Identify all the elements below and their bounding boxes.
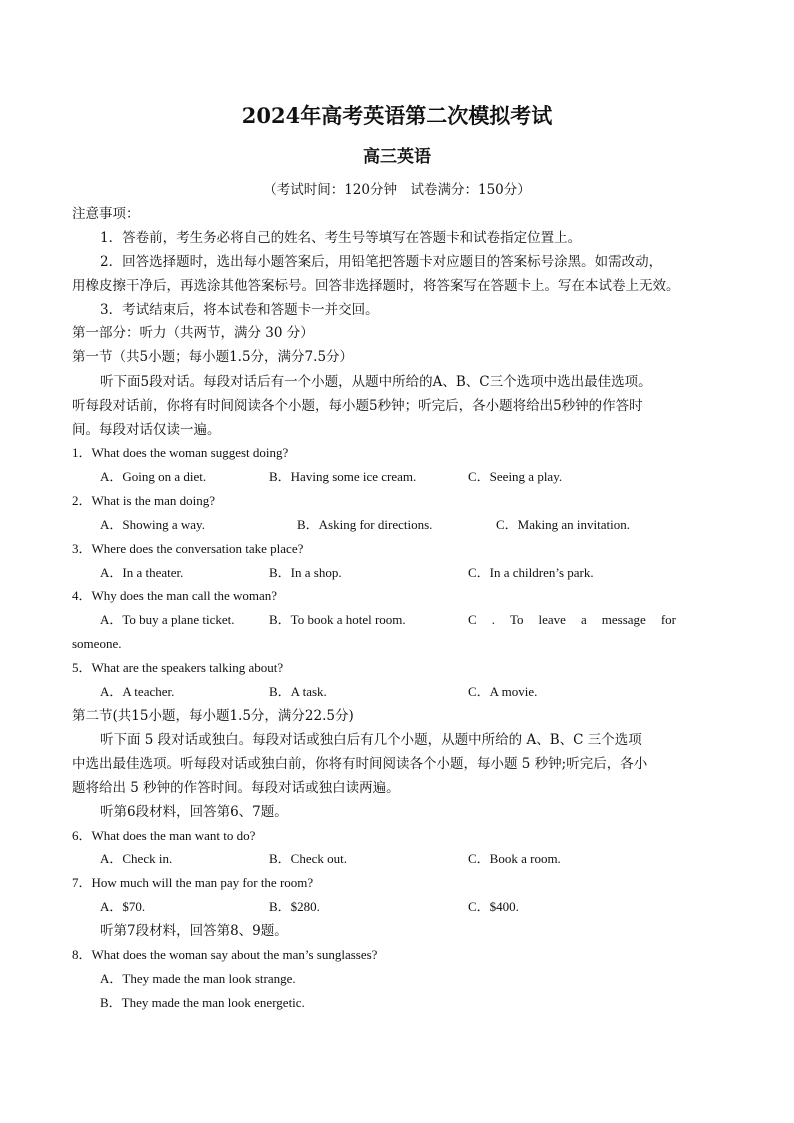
- note-3: 3．考试结束后，将本试卷和答题卡一并交回。: [100, 302, 379, 318]
- question-1-option-b: B．Having some ice cream.: [269, 469, 417, 484]
- question-4-option-c-word: leave: [538, 612, 566, 627]
- section1-heading: 第一节（共5小题；每小题1.5分，满分7.5分）: [72, 349, 354, 365]
- section1-intro-line-2: 听每段对话前，你将有时间阅读各个小题，每小题5秒钟；听完后，各小题将给出5秒钟的作答时: [72, 398, 643, 414]
- material-7-instruction: 听第7段材料，回答第8、9题。: [100, 923, 288, 939]
- question-4-stem: 4．Why does the man call the woman?: [72, 588, 278, 603]
- question-4-option-c-word: To: [509, 612, 524, 627]
- question-3-stem: 3．Where does the conversation take place?: [72, 541, 304, 556]
- question-7-option-a: A．$70.: [100, 899, 146, 914]
- question-1-stem: 1．What does the woman suggest doing?: [72, 445, 289, 460]
- question-1-option-c: C．Seeing a play.: [468, 469, 563, 484]
- note-2-line-1: 2．回答选择题时，选出每小题答案后，用铅笔把答题卡对应题目的答案标号涂黑。如需改动，: [100, 254, 663, 270]
- material-6-instruction: 听第6段材料，回答第6、7题。: [100, 804, 288, 820]
- section2-heading: 第二节(共15小题，每小题1.5分，满分22.5分): [72, 708, 354, 724]
- question-3-option-c: C．In a children’s park.: [468, 565, 594, 580]
- section1-intro-line-1: 听下面5段对话。每段对话后有一个小题，从题中所给的A、B、C三个选项中选出最佳选项。: [100, 374, 652, 390]
- question-7-option-c: C．$400.: [468, 899, 519, 914]
- question-6-stem: 6．What does the man want to do?: [72, 828, 256, 843]
- question-5-option-c: C．A movie.: [468, 684, 538, 699]
- question-8-stem: 8．What does the woman say about the man’s sunglasses?: [72, 947, 378, 962]
- section2-intro-line-1: 听下面 5 段对话或独白。每段对话或独白后有几个小题，从题中所给的 A、B、C 三个选项: [100, 732, 642, 748]
- question-2-option-b: B．Asking for directions.: [297, 517, 433, 532]
- question-4-option-c-word: for: [660, 612, 676, 627]
- question-6-option-c: C．Book a room.: [468, 851, 561, 866]
- question-4-option-c-word: message: [601, 612, 646, 627]
- question-4-option-a: A．To buy a plane ticket.: [100, 612, 235, 627]
- question-3-option-a: A．In a theater.: [100, 565, 184, 580]
- question-1-option-a: A．Going on a diet.: [100, 469, 207, 484]
- question-2-option-c: C．Making an invitation.: [496, 517, 630, 532]
- question-6-option-a: A．Check in.: [100, 851, 173, 866]
- question-4-option-b: B．To book a hotel room.: [269, 612, 406, 627]
- question-6-option-b: B．Check out.: [269, 851, 347, 866]
- exam-info: （考试时间：120分钟 试卷满分：150分）: [263, 182, 531, 198]
- section1-intro-line-3: 间。每段对话仅读一遍。: [72, 422, 221, 438]
- question-5-option-a: A．A teacher.: [100, 684, 175, 699]
- note-2-line-2: 用橡皮擦干净后，再选涂其他答案标号。回答非选择题时，将答案写在答题卡上。写在本试卷上无效。: [72, 278, 680, 294]
- question-5-option-b: B．A task.: [269, 684, 327, 699]
- question-4-option-c-word: .: [491, 612, 495, 627]
- section2-intro-line-3: 题将给出 5 秒钟的作答时间。每段对话或独白读两遍。: [72, 780, 400, 796]
- exam-title: 2024年高考英语第二次模拟考试: [241, 103, 553, 128]
- question-4-option-c-word: C: [468, 612, 477, 627]
- question-3-option-b: B．In a shop.: [269, 565, 342, 580]
- notes-heading: 注意事项：: [72, 206, 140, 222]
- question-8-option-b: B．They made the man look energetic.: [100, 995, 305, 1010]
- question-8-option-a: A．They made the man look strange.: [100, 971, 296, 986]
- exam-subtitle: 高三英语: [363, 147, 431, 167]
- question-4-option-c-word: a: [580, 612, 587, 627]
- question-4-option-c: [468, 608, 676, 632]
- question-7-stem: 7．How much will the man pay for the room?: [72, 875, 314, 890]
- note-1: 1．答卷前，考生务必将自己的姓名、考生号等填写在答题卡和试卷指定位置上。: [100, 230, 582, 246]
- part1-heading: 第一部分：听力（共两节，满分 30 分）: [72, 325, 314, 341]
- question-7-option-b: B．$280.: [269, 899, 320, 914]
- section2-intro-line-2: 中选出最佳选项。听每段对话或独白前，你将有时间阅读各个小题，每小题 5 秒钟;听完后，各小: [72, 756, 648, 772]
- question-5-stem: 5．What are the speakers talking about?: [72, 660, 284, 675]
- question-2-option-a: A．Showing a way.: [100, 517, 205, 532]
- question-4-option-c-continued: someone.: [72, 636, 122, 651]
- question-2-stem: 2．What is the man doing?: [72, 493, 215, 508]
